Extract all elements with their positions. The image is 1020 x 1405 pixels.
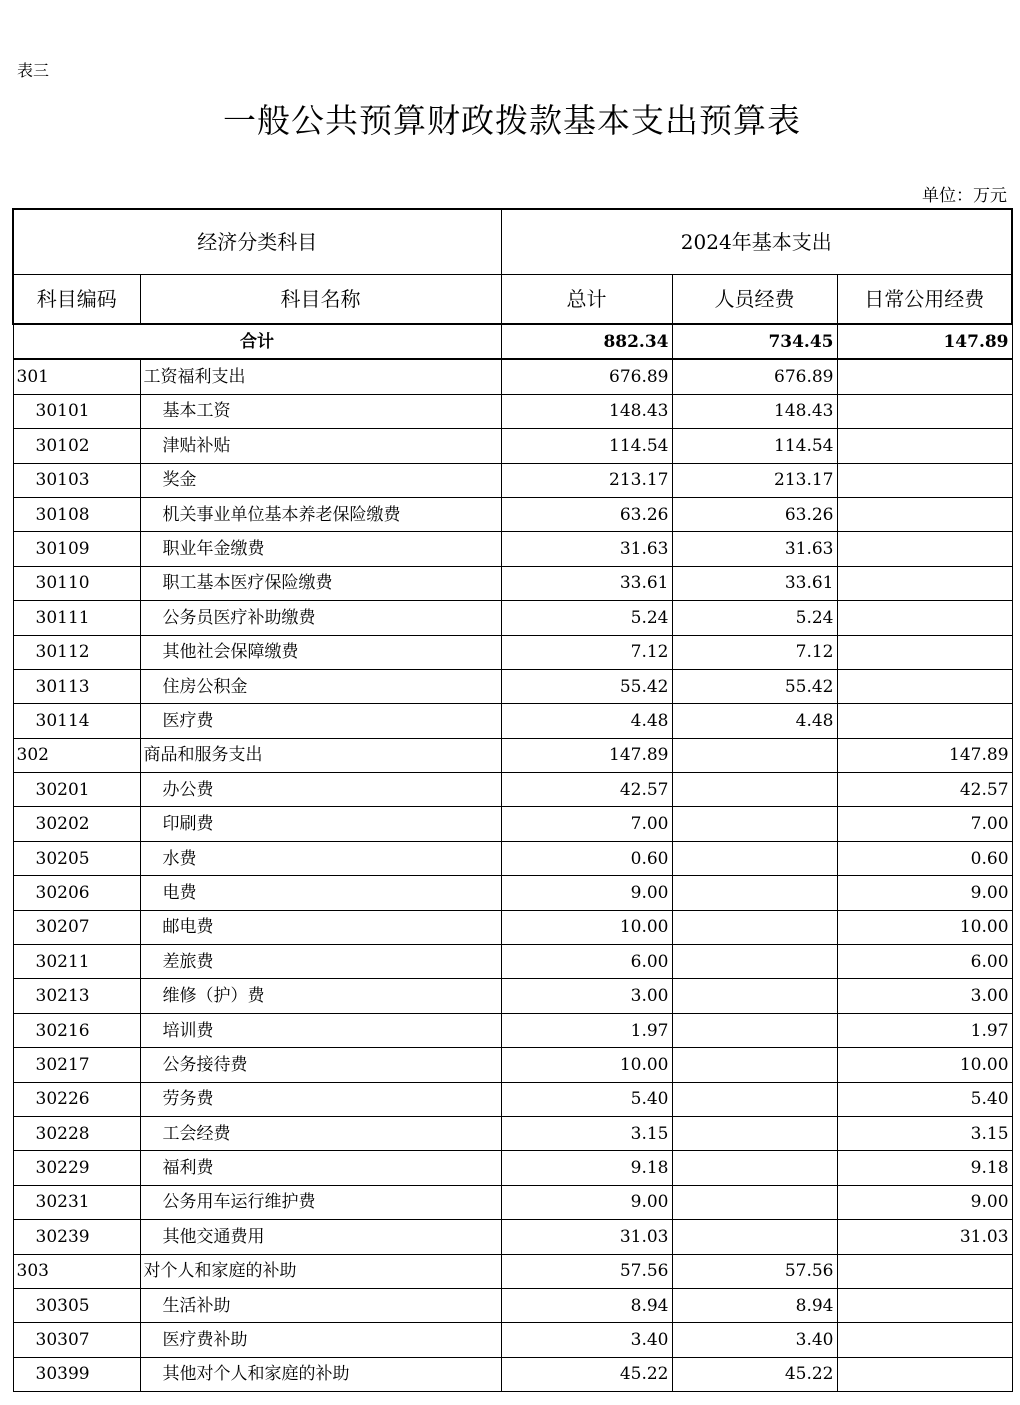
cell-public [837,463,1012,497]
header-basic-expenditure: 2024年基本支出 [501,209,1012,275]
cell-name: 住房公积金 [140,669,501,703]
cell-personnel [672,1116,837,1150]
cell-public [837,635,1012,669]
cell-name: 职业年金缴费 [140,532,501,566]
cell-name: 公务用车运行维护费 [140,1185,501,1219]
cell-name: 其他交通费用 [140,1220,501,1254]
cell-total: 5.24 [501,601,672,635]
cell-total: 4.48 [501,704,672,738]
cell-name: 职工基本医疗保险缴费 [140,566,501,600]
cell-total: 45.22 [501,1357,672,1391]
cell-total: 55.42 [501,669,672,703]
total-label: 合计 [13,324,501,359]
table-row [13,704,1012,738]
cell-code: 30205 [13,841,140,875]
cell-public: 3.15 [837,1116,1012,1150]
cell-total: 676.89 [501,359,672,394]
cell-total: 63.26 [501,497,672,531]
cell-name: 生活补助 [140,1288,501,1322]
table-row [13,601,1012,635]
table-row [13,1288,1012,1322]
cell-name: 公务接待费 [140,1048,501,1082]
cell-name: 劳务费 [140,1082,501,1116]
table-row [13,876,1012,910]
cell-name: 工资福利支出 [140,359,501,394]
cell-personnel [672,876,837,910]
cell-personnel: 63.26 [672,497,837,531]
cell-public [837,1254,1012,1288]
budget-table [12,208,1013,1392]
cell-public: 9.18 [837,1151,1012,1185]
cell-total: 9.00 [501,876,672,910]
table-row [13,841,1012,875]
cell-personnel [672,841,837,875]
cell-code: 30305 [13,1288,140,1322]
cell-name: 办公费 [140,773,501,807]
cell-total: 42.57 [501,773,672,807]
total-personnel: 734.45 [672,324,837,359]
table-row [13,1116,1012,1150]
cell-public [837,532,1012,566]
cell-public: 7.00 [837,807,1012,841]
cell-name: 公务员医疗补助缴费 [140,601,501,635]
cell-total: 1.97 [501,1013,672,1047]
cell-personnel [672,738,837,772]
cell-name: 对个人和家庭的补助 [140,1254,501,1288]
cell-name: 邮电费 [140,910,501,944]
cell-personnel: 4.48 [672,704,837,738]
cell-public: 3.00 [837,979,1012,1013]
table-row [13,1013,1012,1047]
table-row [13,1151,1012,1185]
page-title: 一般公共预算财政拨款基本支出预算表 [223,101,801,140]
header-personnel: 人员经费 [672,275,837,325]
cell-personnel [672,807,837,841]
cell-name: 差旅费 [140,945,501,979]
cell-public [837,359,1012,394]
cell-code: 30111 [13,601,140,635]
cell-name: 机关事业单位基本养老保险缴费 [140,497,501,531]
header-code: 科目编码 [13,275,140,325]
cell-code: 30211 [13,945,140,979]
cell-name: 工会经费 [140,1116,501,1150]
table-row [13,359,1012,394]
cell-personnel [672,1013,837,1047]
cell-name: 医疗费补助 [140,1323,501,1357]
total-row [13,324,1012,359]
cell-total: 10.00 [501,1048,672,1082]
cell-name: 其他对个人和家庭的补助 [140,1357,501,1391]
cell-code: 30226 [13,1082,140,1116]
cell-personnel: 55.42 [672,669,837,703]
cell-public: 31.03 [837,1220,1012,1254]
cell-personnel [672,1220,837,1254]
cell-personnel: 7.12 [672,635,837,669]
cell-name: 培训费 [140,1013,501,1047]
cell-total: 5.40 [501,1082,672,1116]
cell-public [837,1357,1012,1391]
cell-code: 30109 [13,532,140,566]
cell-public [837,1323,1012,1357]
table-row [13,669,1012,703]
cell-total: 9.00 [501,1185,672,1219]
cell-code: 30112 [13,635,140,669]
table-body [13,324,1012,1392]
cell-personnel: 213.17 [672,463,837,497]
table-row [13,429,1012,463]
cell-name: 商品和服务支出 [140,738,501,772]
table-row [13,1185,1012,1219]
table-row [13,738,1012,772]
cell-public [837,429,1012,463]
cell-code: 30399 [13,1357,140,1391]
cell-personnel: 31.63 [672,532,837,566]
cell-name: 福利费 [140,1151,501,1185]
cell-personnel: 33.61 [672,566,837,600]
cell-public: 10.00 [837,1048,1012,1082]
cell-public: 42.57 [837,773,1012,807]
cell-total: 57.56 [501,1254,672,1288]
cell-code: 30206 [13,876,140,910]
cell-public: 9.00 [837,876,1012,910]
cell-personnel [672,945,837,979]
table-row [13,945,1012,979]
cell-public: 5.40 [837,1082,1012,1116]
cell-name: 电费 [140,876,501,910]
cell-total: 31.63 [501,532,672,566]
cell-personnel: 148.43 [672,394,837,428]
cell-total: 9.18 [501,1151,672,1185]
cell-public: 0.60 [837,841,1012,875]
table-row [13,635,1012,669]
cell-personnel: 8.94 [672,1288,837,1322]
cell-total: 33.61 [501,566,672,600]
cell-code: 30201 [13,773,140,807]
header-name: 科目名称 [140,275,501,325]
cell-code: 30108 [13,497,140,531]
cell-code: 30217 [13,1048,140,1082]
table-row [13,532,1012,566]
cell-code: 303 [13,1254,140,1288]
cell-total: 3.40 [501,1323,672,1357]
cell-code: 30103 [13,463,140,497]
table-row [13,463,1012,497]
cell-code: 30216 [13,1013,140,1047]
table-row [13,497,1012,531]
cell-public: 147.89 [837,738,1012,772]
cell-public [837,601,1012,635]
cell-code: 30102 [13,429,140,463]
cell-code: 30213 [13,979,140,1013]
cell-personnel: 3.40 [672,1323,837,1357]
cell-code: 30207 [13,910,140,944]
cell-code: 30202 [13,807,140,841]
header-public: 日常公用经费 [837,275,1012,325]
cell-public [837,669,1012,703]
table-row [13,1323,1012,1357]
cell-code: 30231 [13,1185,140,1219]
cell-total: 7.12 [501,635,672,669]
header-total: 总计 [501,275,672,325]
cell-personnel [672,1151,837,1185]
cell-name: 水费 [140,841,501,875]
total-public: 147.89 [837,324,1012,359]
cell-total: 148.43 [501,394,672,428]
cell-code: 30239 [13,1220,140,1254]
table-row [13,566,1012,600]
table-row [13,979,1012,1013]
cell-public: 10.00 [837,910,1012,944]
cell-total: 3.15 [501,1116,672,1150]
cell-personnel [672,1048,837,1082]
header-economic-classification: 经济分类科目 [13,209,501,275]
table-row [13,1048,1012,1082]
cell-personnel: 57.56 [672,1254,837,1288]
cell-personnel: 5.24 [672,601,837,635]
cell-total: 31.03 [501,1220,672,1254]
cell-public: 6.00 [837,945,1012,979]
cell-personnel [672,910,837,944]
cell-public [837,394,1012,428]
cell-public [837,566,1012,600]
cell-code: 30110 [13,566,140,600]
table-row [13,1082,1012,1116]
cell-public: 9.00 [837,1185,1012,1219]
cell-public: 1.97 [837,1013,1012,1047]
cell-public [837,497,1012,531]
total-total: 882.34 [501,324,672,359]
table-tag: 表三 [17,61,50,80]
cell-code: 30229 [13,1151,140,1185]
cell-total: 213.17 [501,463,672,497]
table-row [13,807,1012,841]
cell-total: 3.00 [501,979,672,1013]
table-row [13,1254,1012,1288]
cell-code: 30114 [13,704,140,738]
cell-name: 奖金 [140,463,501,497]
cell-code: 302 [13,738,140,772]
cell-public [837,704,1012,738]
table-row [13,1357,1012,1391]
cell-total: 0.60 [501,841,672,875]
cell-total: 8.94 [501,1288,672,1322]
cell-total: 147.89 [501,738,672,772]
cell-name: 医疗费 [140,704,501,738]
cell-personnel [672,773,837,807]
cell-personnel: 45.22 [672,1357,837,1391]
cell-name: 印刷费 [140,807,501,841]
cell-personnel: 114.54 [672,429,837,463]
table-header [13,209,1012,324]
table-row [13,1220,1012,1254]
cell-total: 7.00 [501,807,672,841]
cell-name: 维修（护）费 [140,979,501,1013]
table-row [13,773,1012,807]
table-row [13,910,1012,944]
cell-name: 津贴补贴 [140,429,501,463]
cell-total: 10.00 [501,910,672,944]
cell-total: 6.00 [501,945,672,979]
table-row [13,394,1012,428]
cell-code: 30307 [13,1323,140,1357]
cell-total: 114.54 [501,429,672,463]
cell-code: 30228 [13,1116,140,1150]
cell-name: 基本工资 [140,394,501,428]
cell-name: 其他社会保障缴费 [140,635,501,669]
cell-personnel [672,1082,837,1116]
cell-code: 30113 [13,669,140,703]
unit-label: 单位：万元 [922,186,1007,206]
cell-personnel [672,979,837,1013]
cell-public [837,1288,1012,1322]
cell-code: 301 [13,359,140,394]
cell-code: 30101 [13,394,140,428]
cell-personnel [672,1185,837,1219]
cell-personnel: 676.89 [672,359,837,394]
